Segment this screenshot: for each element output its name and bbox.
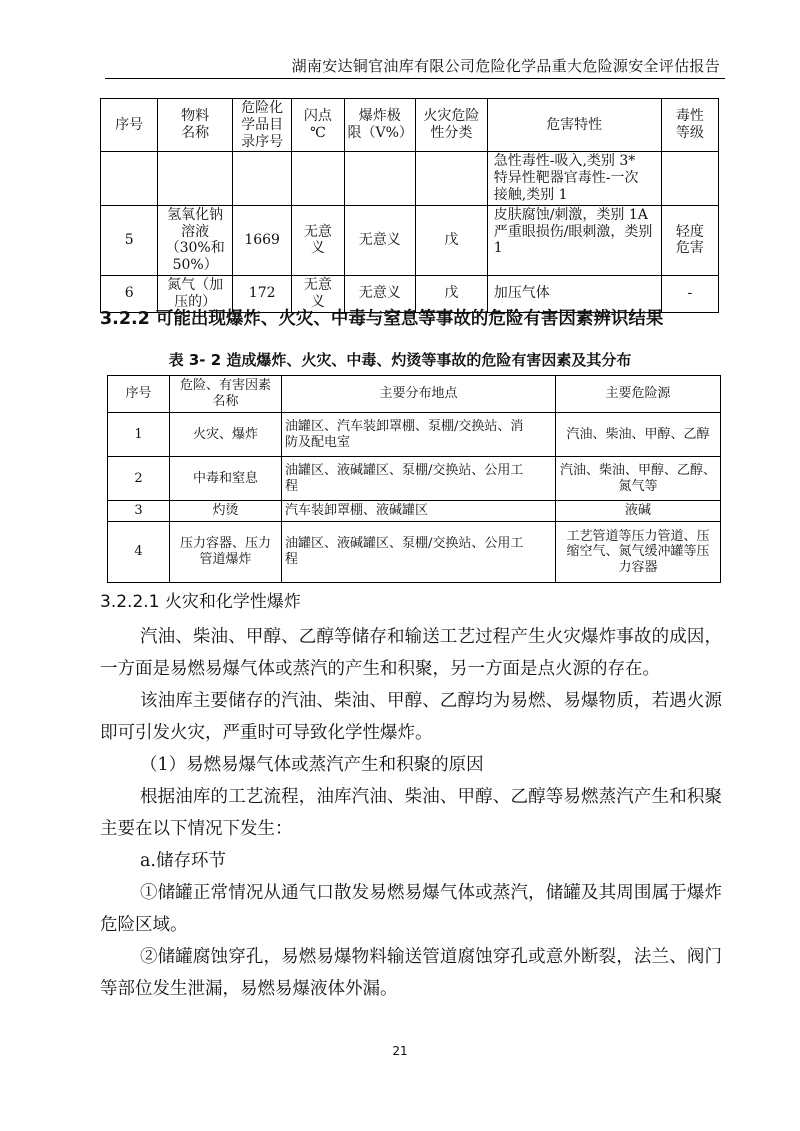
header-cell: 火灾危险 性分类 — [416, 99, 488, 152]
table-cell: 氮气（加 压的） — [158, 275, 233, 312]
header-cell: 主要分布地点 — [282, 376, 556, 413]
paragraph: ②储罐腐蚀穿孔，易燃易爆物料输送管道腐蚀穿孔或意外断裂，法兰、阀门等部位发生泄漏，易燃易爆液体外漏。 — [100, 947, 722, 999]
table-row — [101, 152, 719, 205]
header-cell: 危险化 学品目 录序号 — [232, 99, 291, 152]
table-cell — [158, 152, 233, 205]
table-cell: 戊 — [416, 275, 488, 312]
table-cell: 无意义 — [344, 205, 416, 275]
table-cell — [101, 152, 158, 205]
table-row — [101, 205, 719, 275]
table-cell: 中毒和窒息 — [170, 457, 282, 501]
table-cell: 172 — [232, 275, 291, 312]
material-hazard-table — [100, 98, 719, 313]
table-cell: 2 — [108, 457, 170, 501]
table-cell: 1 — [108, 413, 170, 457]
table-cell: 油罐区、液碱罐区、泵棚/交换站、公用工 程 — [282, 522, 556, 583]
table-cell — [416, 152, 488, 205]
section-heading: 3.2.2 可能出现爆炸、火灾、中毒与窒息等事故的危险有害因素辨识结果 — [100, 309, 664, 329]
table-cell: - — [661, 275, 718, 312]
table-cell: 急性毒性-吸入,类别 3* 特异性靶器官毒性-一次 接触,类别 1 — [487, 152, 661, 205]
table-header-row — [108, 376, 721, 413]
header-cell: 主要危险源 — [556, 376, 721, 413]
table-cell: 加压气体 — [487, 275, 661, 312]
table-cell: 无意 义 — [292, 205, 344, 275]
table-cell: 油罐区、液碱罐区、泵棚/交换站、公用工 程 — [282, 457, 556, 501]
header-cell: 毒性 等级 — [661, 99, 718, 152]
table-cell: 氢氧化钠 溶液 （30%和 50%） — [158, 205, 233, 275]
table-cell — [292, 152, 344, 205]
paragraph: 该油库主要储存的汽油、柴油、甲醇、乙醇均为易燃、易爆物质，若遇火源即可引发火灾，严重时可导致化学性爆炸。 — [100, 691, 722, 743]
table-cell: 6 — [101, 275, 158, 312]
running-header: 湖南安达铜官油库有限公司危险化学品重大危险源安全评估报告 — [291, 57, 720, 75]
table-header-row — [101, 99, 719, 152]
header-rule — [105, 78, 725, 79]
table-cell: 1669 — [232, 205, 291, 275]
table-cell: 火灾、爆炸 — [170, 413, 282, 457]
paragraph: （1）易燃易爆气体或蒸汽产生和积聚的原因 — [140, 755, 484, 775]
table-cell: 汽油、柴油、甲醇、乙醇、 氮气等 — [556, 457, 721, 501]
table-cell — [344, 152, 416, 205]
paragraph: ①储罐正常情况从通气口散发易燃易爆气体或蒸汽，储罐及其周围属于爆炸危险区域。 — [100, 883, 722, 935]
table-cell: 5 — [101, 205, 158, 275]
table-cell: 4 — [108, 522, 170, 583]
header-cell: 序号 — [101, 99, 158, 152]
table-cell: 戊 — [416, 205, 488, 275]
table-cell: 皮肤腐蚀/刺激，类别 1A 严重眼损伤/眼刺激，类别 1 — [487, 205, 661, 275]
page-number: 21 — [392, 1044, 408, 1058]
subsection-heading: 3.2.2.1 火灾和化学性爆炸 — [100, 592, 301, 612]
header-cell: 爆炸极 限（V%） — [344, 99, 416, 152]
table-row — [108, 522, 721, 583]
hazard-distribution-table — [107, 375, 721, 583]
table-cell: 工艺管道等压力管道、压 缩空气、氮气缓冲罐等压 力容器 — [556, 522, 721, 583]
table-cell: 油罐区、汽车装卸罩棚、泵棚/交换站、消 防及配电室 — [282, 413, 556, 457]
header-cell: 危险、有害因素 名称 — [170, 376, 282, 413]
table-row — [108, 413, 721, 457]
paragraph: 根据油库的工艺流程，油库汽油、柴油、甲醇、乙醇等易燃蒸汽产生和积聚主要在以下情况下发生： — [100, 787, 722, 839]
table-cell: 汽车装卸罩棚、液碱罐区 — [282, 501, 556, 522]
header-cell: 危害特性 — [487, 99, 661, 152]
header-cell: 闪点 ℃ — [292, 99, 344, 152]
table-cell: 液碱 — [556, 501, 721, 522]
table-caption: 表 3- 2 造成爆炸、火灾、中毒、灼烫等事故的危险有害因素及其分布 — [168, 351, 632, 369]
table-cell — [232, 152, 291, 205]
table-cell: 无意 义 — [292, 275, 344, 312]
paragraph: a.储存环节 — [140, 851, 226, 871]
table-cell: 汽油、柴油、甲醇、乙醇 — [556, 413, 721, 457]
table-cell: 轻度 危害 — [661, 205, 718, 275]
table-cell: 压力容器、压力 管道爆炸 — [170, 522, 282, 583]
paragraph: 汽油、柴油、甲醇、乙醇等储存和输送工艺过程产生火灾爆炸事故的成因，一方面是易燃易爆气体或蒸汽的产生和积聚，另一方面是点火源的存在。 — [100, 627, 722, 679]
table-row — [108, 501, 721, 522]
table-cell: 无意义 — [344, 275, 416, 312]
table-cell: 3 — [108, 501, 170, 522]
table-cell: 灼烫 — [170, 501, 282, 522]
header-cell: 物料 名称 — [158, 99, 233, 152]
header-cell: 序号 — [108, 376, 170, 413]
table-cell — [661, 152, 718, 205]
table-row — [108, 457, 721, 501]
